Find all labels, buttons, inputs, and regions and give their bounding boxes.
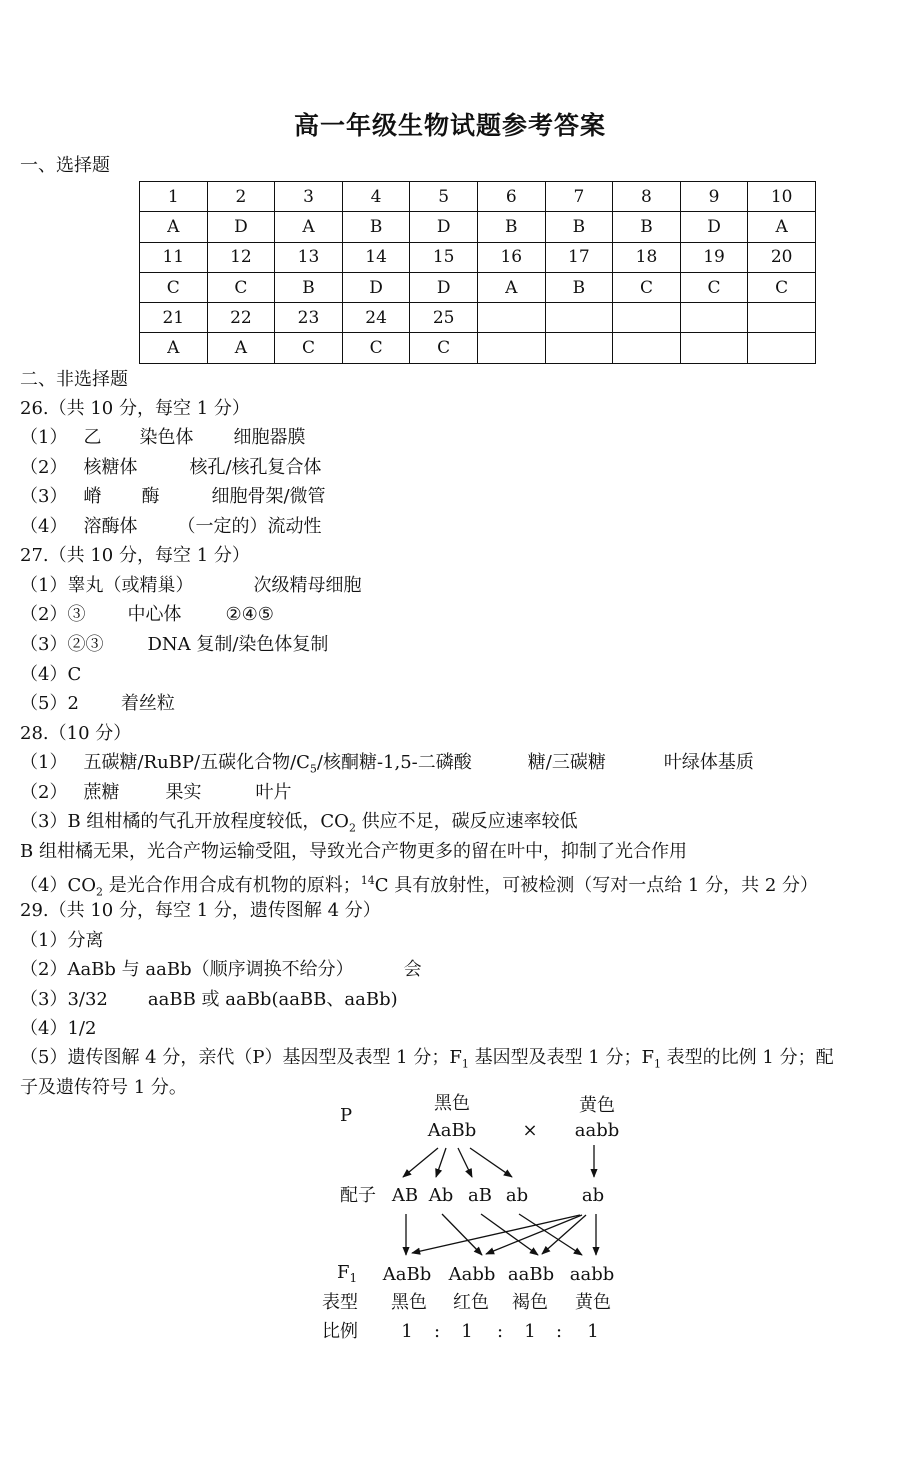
q26-line-4: （4） 溶酶体 （一定的）流动性 — [20, 516, 322, 537]
answer-table-cell: 22 — [207, 303, 275, 333]
answer-table-cell: A — [140, 212, 208, 242]
answer-table-cell: B — [613, 212, 681, 242]
arrow-ab2-to-AaBb — [412, 1215, 580, 1253]
parent2-genotype: aabb — [574, 1120, 620, 1141]
offspring-genotype-4: aabb — [569, 1264, 615, 1285]
answer-table-cell: D — [207, 212, 275, 242]
arrow-to-aB — [458, 1148, 472, 1177]
q26-heading: 26.（共 10 分，每空 1 分） — [20, 398, 250, 419]
answer-table-cell: B — [545, 212, 613, 242]
answer-table-cell: A — [140, 333, 208, 363]
q27-line-5: （5）2 着丝粒 — [20, 693, 175, 714]
section-choice-heading: 一、选择题 — [20, 155, 110, 176]
arrow-ab2-to-Aabb — [486, 1215, 582, 1254]
ratio-colon-3: : — [555, 1321, 563, 1342]
answer-table-cell: 10 — [748, 182, 816, 212]
answer-table-cell: A — [207, 333, 275, 363]
answer-table-cell: C — [207, 272, 275, 302]
ratio-value-1: 1 — [401, 1321, 413, 1342]
offspring-phenotype-3: 褐色 — [512, 1292, 548, 1313]
fertilization-arrows — [406, 1214, 596, 1255]
answer-table-cell: B — [545, 272, 613, 302]
answer-table-cell: A — [748, 212, 816, 242]
q29-line-5: （5）遗传图解 4 分，亲代（P）基因型及表型 1 分；$F_1$ 基因型及表型 1 分；$F_1$ 表型的比例 1 分；配 — [20, 1047, 834, 1071]
gamete-ab-2: ab — [581, 1185, 605, 1206]
q29-line-6: 子及遗传符号 1 分。 — [20, 1077, 187, 1098]
answer-table-cell: 6 — [477, 182, 545, 212]
answer-table-cell: 24 — [342, 303, 410, 333]
answer-table-cell: 13 — [275, 242, 343, 272]
answer-table-cell: A — [275, 212, 343, 242]
answer-table-cell: C — [275, 333, 343, 363]
answer-table-cell: 4 — [342, 182, 410, 212]
ratio-value-4: 1 — [587, 1321, 599, 1342]
answer-table-cell: 23 — [275, 303, 343, 333]
q27-heading: 27.（共 10 分，每空 1 分） — [20, 545, 250, 566]
q26-line-2: （2） 核糖体 核孔/核孔复合体 — [20, 457, 322, 478]
arrow-to-Ab — [436, 1148, 446, 1177]
ratio-colon-1: : — [433, 1321, 441, 1342]
offspring-genotype-3: aaBb — [507, 1264, 555, 1285]
answer-table-cell: 5 — [410, 182, 478, 212]
answer-table-cell: B — [342, 212, 410, 242]
ratio-value-2: 1 — [461, 1321, 473, 1342]
answer-table-cell: C — [613, 272, 681, 302]
answer-table-cell: C — [140, 272, 208, 302]
arrow-ab2-to-aaBb — [542, 1215, 586, 1254]
gamete-ab-1: ab — [505, 1185, 529, 1206]
answer-table-cell: 20 — [748, 242, 816, 272]
answer-table-cell: C — [342, 333, 410, 363]
ratio-label: 比例 — [322, 1321, 358, 1342]
gamete-label: 配子 — [340, 1185, 376, 1206]
answer-table-cell: 11 — [140, 242, 208, 272]
q28-line-2: （2） 蔗糖 果实 叶片 — [20, 782, 292, 803]
answer-table-cell: 2 — [207, 182, 275, 212]
q28-line-4: B 组柑橘无果，光合产物运输受阻，导致光合产物更多的留在叶中，抑制了光合作用 — [20, 841, 687, 862]
section-nonchoice-heading: 二、非选择题 — [20, 369, 128, 390]
arrow-Ab-down — [442, 1214, 482, 1255]
q28-heading: 28.（10 分） — [20, 723, 132, 744]
answer-table-cell: A — [477, 272, 545, 302]
parent1-phenotype: 黑色 — [434, 1093, 470, 1114]
answer-table-cell: C — [748, 272, 816, 302]
answer-table-cell: 19 — [680, 242, 748, 272]
cross-symbol: × — [522, 1120, 538, 1141]
q29-line-3: （3）3/32 aaBB 或 aaBb(aaBB、aaBb) — [20, 989, 398, 1010]
arrow-to-ab1 — [470, 1148, 512, 1177]
answer-table-cell: 8 — [613, 182, 681, 212]
gamete-AB: AB — [391, 1185, 419, 1206]
answer-table-cell: D — [410, 272, 478, 302]
parent-to-gamete-arrows — [403, 1145, 594, 1177]
answer-table-cell: B — [275, 272, 343, 302]
answer-table-cell: D — [410, 212, 478, 242]
answer-table-cell: 12 — [207, 242, 275, 272]
offspring-phenotype-4: 黄色 — [575, 1292, 611, 1313]
answer-table-cell: 16 — [477, 242, 545, 272]
answer-table-cell: 3 — [275, 182, 343, 212]
q27-line-3: （3）②③ DNA 复制/染色体复制 — [20, 634, 329, 655]
answer-table-cell: 15 — [410, 242, 478, 272]
offspring-phenotype-1: 黑色 — [391, 1292, 427, 1313]
q27-line-1: （1）睾丸（或精巢） 次级精母细胞 — [20, 575, 362, 596]
answer-table-cell: 21 — [140, 303, 208, 333]
offspring-genotype-1: AaBb — [382, 1264, 432, 1285]
page-title: 高一年级生物试题参考答案 — [293, 111, 606, 140]
answer-table-cell: 7 — [545, 182, 613, 212]
parent2-phenotype: 黄色 — [579, 1095, 615, 1116]
answer-table-cell: 1 — [140, 182, 208, 212]
p-label: P — [340, 1105, 353, 1126]
ratio-colon-2: : — [496, 1321, 504, 1342]
q29-heading: 29.（共 10 分，每空 1 分，遗传图解 4 分） — [20, 900, 381, 921]
answer-table-cell: 14 — [342, 242, 410, 272]
q29-line-4: （4）1/2 — [20, 1018, 97, 1039]
q28-line-1: （1） 五碳糖/RuBP/五碳化合物$/C_5/$核酮糖-1,5-二磷酸 糖/三碳糖 叶绿体基质 — [20, 752, 754, 776]
phenotype-label: 表型 — [322, 1292, 358, 1313]
answer-table-cell: B — [477, 212, 545, 242]
ratio-value-3: 1 — [524, 1321, 536, 1342]
parent1-genotype: AaBb — [427, 1120, 477, 1141]
answer-table-cell: C — [410, 333, 478, 363]
answer-table-cell: D — [342, 272, 410, 302]
answer-table-cell: 25 — [410, 303, 478, 333]
gamete-Ab: Ab — [428, 1185, 454, 1206]
q28-line-5: $(4)CO_2$ 是光合作用合成有机物的原料；$^{14}$C 具有放射性，可被检测（写对一点给 1 分，共 2 分） — [20, 874, 819, 899]
answer-table-cell: D — [680, 212, 748, 242]
offspring-genotype-2: Aabb — [448, 1264, 496, 1285]
q29-line-1: （1）分离 — [20, 930, 104, 951]
offspring-phenotype-2: 红色 — [453, 1292, 489, 1313]
gamete-aB: aB — [468, 1185, 492, 1206]
q26-line-1: （1） 乙 染色体 细胞器膜 — [20, 427, 306, 448]
q28-line-3: （3）B 组柑橘的气孔开放程度较低，$CO_2$ 供应不足，碳反应速率较低 — [20, 811, 578, 835]
f1-label: $F_1$ — [337, 1262, 358, 1285]
q26-line-3: （3） 嵴 酶 细胞骨架/微管 — [20, 486, 326, 507]
answer-table-cell: 18 — [613, 242, 681, 272]
q27-line-2: （2）③ 中心体 ②④⑤ — [20, 604, 274, 625]
q29-line-2: （2）AaBb 与 aaBb（顺序调换不给分） 会 — [20, 959, 422, 980]
q27-line-4: （4）C — [20, 664, 82, 685]
answer-table-cell: 9 — [680, 182, 748, 212]
arrow-to-AB — [403, 1148, 438, 1177]
answer-table-cell: 17 — [545, 242, 613, 272]
answer-table-cell: C — [680, 272, 748, 302]
